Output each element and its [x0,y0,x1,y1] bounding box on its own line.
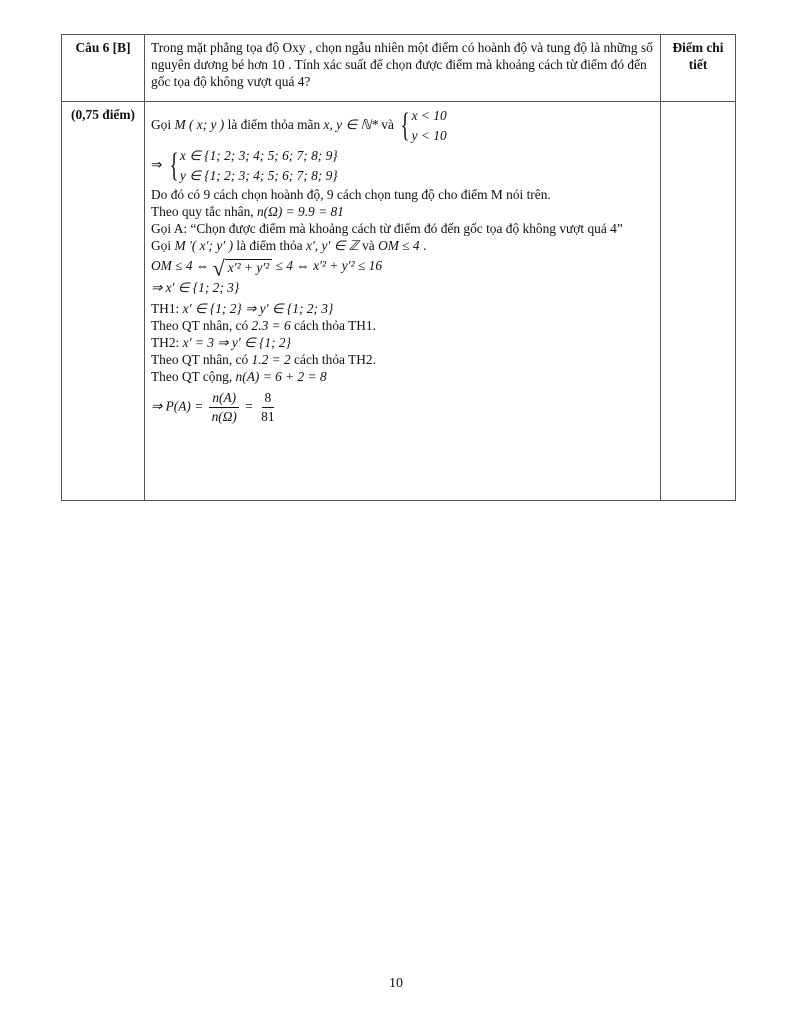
solution-line-7: OM ≤ 4 ⇔ √ x′² + y′² ≤ 4 ⇔ x′² + y′² ≤ 16 [151,255,383,281]
solution-line-14: ⇒ P(A) = $\frac{n(A)}{n(\Omega)}$ = $\frac{8}{81}$ [151,389,654,426]
page-number: 10 [389,976,403,991]
solution-line-4: Theo quy tắc nhân, n(Ω) = 9.9 = 81 [151,204,344,219]
solution-table [61,34,736,501]
fraction-result: $\frac{8}{81}$ [261,390,275,425]
solution-row [62,102,736,501]
question-label: Câu 6 [B] [62,35,145,102]
question-row [62,35,736,102]
solution-line-1: Gọi M ( x; y ) là điểm thỏa mãn x, y ∈ ℕ* và { x < 10 y < 10 [151,107,447,144]
left-brace-icon: { [169,147,179,184]
solution-body [145,102,661,501]
condition-system: { x < 10 y < 10 [400,107,447,144]
question-text: Trong mặt phẳng tọa độ Oxy , chọn ngẫu nhiên một điểm có hoành độ và tung độ là những số nguyên dương bé hơn 10 . Tính xác suất để chọn được điểm mà khoảng cách từ điểm đó đến gốc tọa độ không vượt quá 4? [145,35,661,102]
left-brace-icon: { [400,107,410,144]
solution-line-12: Theo QT nhân, có 1.2 = 2 cách thỏa TH2. [151,352,376,368]
fraction-nA-nOmega: $\frac{n(A)}{n(\Omega)}$ [209,389,240,426]
solution-line-8: ⇒ x′ ∈ {1; 2; 3} [151,280,240,296]
score-header: Điểm chi tiết [661,35,736,102]
solution-line-3: Do đó có 9 cách chọn hoành độ, 9 cách chọn tung độ cho điểm M nói trên. [151,187,551,202]
domain-system: { x ∈ {1; 2; 3; 4; 5; 6; 7; 8; 9} y ∈ {1; 2; 3; 4; 5; 6; 7; 8; 9} [169,147,338,184]
solution-line-9: TH1: x′ ∈ {1; 2} ⇒ y′ ∈ {1; 2; 3} [151,301,334,317]
solution-line-2: ⇒ { x ∈ {1; 2; 3; 4; 5; 6; 7; 8; 9} y ∈ {1; 2; 3; 4; 5; 6; 7; 8; 9} [151,147,338,184]
solution-line-5: Gọi A: “Chọn được điểm mà khoảng cách từ điểm đó đến gốc tọa độ không vượt quá 4” [151,221,623,236]
square-root: √ x′² + y′² [213,258,273,276]
radical-icon: √ [212,255,225,281]
solution-line-10: Theo QT nhân, có 2.3 = 6 cách thỏa TH1. [151,318,376,334]
points-label: (0,75 điểm) [62,102,145,501]
solution-line-13: Theo QT cộng, n(A) = 6 + 2 = 8 [151,369,327,385]
solution-line-6: Gọi M ′( x′; y′ ) là điểm thỏa x′, y′ ∈ ℤ và OM ≤ 4 . [151,238,427,253]
solution-line-11: TH2: x′ = 3 ⇒ y′ ∈ {1; 2} [151,335,291,351]
score-cell [661,102,736,501]
